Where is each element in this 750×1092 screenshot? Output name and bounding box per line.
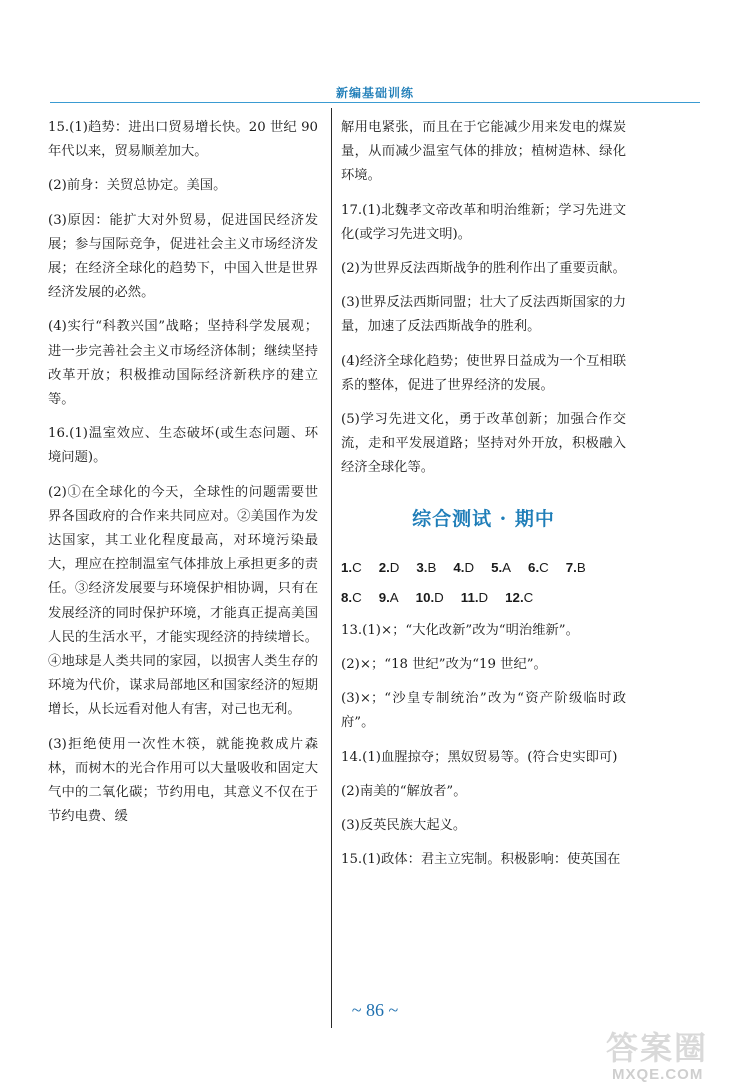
- answer-paragraph: (3)拒绝使用一次性木筷，就能挽救成片森林，而树木的光合作用可以大量吸收和固定大气中的二氧化碳；节约用电，其意义不仅在于节约电费、缓: [48, 736, 318, 825]
- answer-paragraph: (4)实行“科教兴国”战略；坚持科学发展观；进一步完善社会主义市场经济体制；继续坚持改革开放；积极推动国际经济新秩序的建立等。: [48, 319, 318, 408]
- answer-paragraph: (3)×；“沙皇专制统治”改为“资产阶级临时政府”。: [341, 691, 626, 731]
- answer-paragraph: (5)学习先进文化，勇于改革创新；加强合作交流，走和平发展道路；坚持对外开放，积极融入经济全球化等。: [341, 412, 626, 476]
- watermark-logo: 答案圈: [606, 1029, 709, 1067]
- section-title: 综合测试 · 期中: [412, 507, 555, 530]
- answer-item: 4.D: [453, 559, 475, 575]
- answer-paragraph: 16.(1)温室效应、生态破坏(或生态问题、环境问题)。: [48, 426, 318, 466]
- answer-item: 9.A: [378, 589, 399, 605]
- left-column: [48, 116, 318, 839]
- answer-paragraph: (4)经济全球化趋势；使世界日益成为一个互相联系的整体，促进了世界经济的发展。: [341, 353, 626, 393]
- answer-paragraph: (2)为世界反法西斯战争的胜利作出了重要贡献。: [341, 261, 626, 277]
- answer-paragraph: (2)前身：关贸总协定。美国。: [48, 178, 227, 194]
- answer-paragraph: 14.(1)血腥掠夺；黑奴贸易等。(符合史实即可): [341, 749, 618, 765]
- answer-paragraph: 15.(1)政体：君主立宪制。积极影响：使英国在: [341, 852, 621, 868]
- answer-paragraph: (2)①在全球化的今天，全球性的问题需要世界各国政府的合作来共同应对。②美国作为发达国家，其工业化程度最高，对环境污染最大，理应在控制温室气体排放上承担更多的责任。③经济发展要与环境保护相协调，只有在发展经济的同时保护环境，才能真正提高美国人民的生活水平，才能实现经济的持续增长。④地球是人类共同的家园，以损害人类生存的环境为代价，谋求局部地区和国家经济的短期增长，从长远看对他人有害，对己也无利。: [48, 484, 318, 718]
- answer-paragraph: 15.(1)趋势：进出口贸易增长快。20 世纪 90 年代以来，贸易顺差加大。: [48, 120, 318, 160]
- answer-paragraph: (3)反英民族大起义。: [341, 818, 467, 834]
- right-column: [341, 116, 626, 882]
- answer-item: 11.D: [460, 589, 489, 605]
- watermark-url: MXQE.COM: [612, 1066, 704, 1083]
- answer-paragraph: (2)南美的“解放者”。: [341, 783, 467, 799]
- answer-paragraph: 解用电紧张，而且在于它能减少用来发电的煤炭量，从而减少温室气体的排放；植树造林、绿化环境。: [341, 120, 626, 184]
- column-divider: [331, 108, 332, 1028]
- answer-paragraph: 13.(1)×；“大化改新”改为“明治维新”。: [341, 622, 579, 638]
- answer-paragraph: (2)×；“18 世纪”改为“19 世纪”。: [341, 657, 547, 673]
- answer-paragraph: (3)原因：能扩大对外贸易，促进国民经济发展；参与国际竞争，促进社会主义市场经济发展；在经济全球化的趋势下，中国入世是世界经济发展的必然。: [48, 212, 318, 301]
- header-rule: [50, 102, 700, 103]
- running-header: 新编基础训练: [335, 86, 414, 100]
- answer-paragraph: (3)世界反法西斯同盟；壮大了反法西斯国家的力量，加速了反法西斯战争的胜利。: [341, 295, 626, 335]
- answer-paragraph: 17.(1)北魏孝文帝改革和明治维新；学习先进文化(或学习先进文明)。: [341, 202, 626, 242]
- answer-item: 10.D: [415, 589, 444, 605]
- answer-item: 12.C: [505, 589, 534, 605]
- answer-item: 3.B: [416, 559, 437, 575]
- answer-key: [341, 553, 626, 613]
- answer-item: 6.C: [528, 559, 549, 575]
- answer-item: 2.D: [378, 559, 400, 575]
- answer-item: 7.B: [565, 559, 586, 575]
- answer-item: 8.C: [341, 589, 362, 605]
- page-number: ~ 86 ~: [351, 1000, 399, 1020]
- answer-item: 5.A: [491, 559, 512, 575]
- answer-item: 1.C: [341, 559, 362, 575]
